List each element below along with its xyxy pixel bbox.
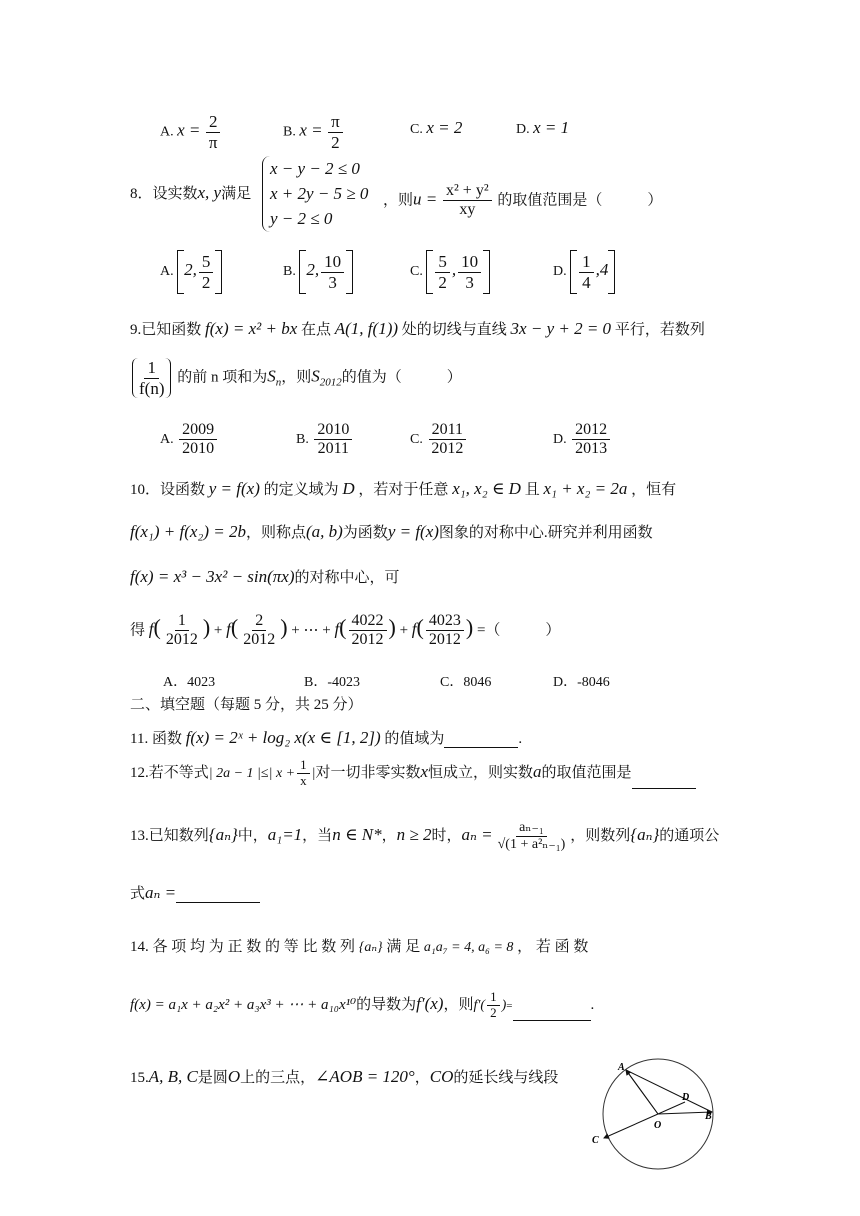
segment-oc bbox=[604, 1114, 658, 1138]
label-b: B bbox=[705, 1111, 712, 1122]
q8-option-a: A. 2, $\frac{5}{2}$ bbox=[160, 250, 222, 294]
q11-answer-blank bbox=[444, 731, 518, 748]
q11: 11. 函数 f(x) = 2ˣ + log₂ x(x ∈ [1, 2]) 的值域为 . bbox=[130, 728, 523, 747]
q13-line1: 13.已知数列{aₙ}中，a₁=1，当n ∈ N*，n ≥ 2时，aₙ = $\frac{\text{aₙ₋₁}}{\text{√(1 + a²ₙ₋₁)}}$ ，则数列{aₙ}的通项公 bbox=[130, 820, 720, 853]
label-a: A bbox=[618, 1062, 625, 1073]
q9-line2: $\frac{1}{f(n)}$ 的前 n 项和为$S_n$，则$S_{2012}$的值为（ ） bbox=[130, 358, 462, 398]
q8-constraints: x − y − 2 ≤ 0 x + 2y − 5 ≥ 0 y − 2 ≤ 0 bbox=[270, 159, 369, 228]
q10-line3: f(x) = x³ − 3x² − sin(πx)的对称中心，可 bbox=[130, 567, 400, 586]
q7-option-a: A. x = $\frac{2}{\pi}$ bbox=[160, 112, 223, 152]
q14-line1: 14. 各 项 均 为 正 数 的 等 比 数 列 {aₙ} 满 足 a₁a₇ = 4, a₆ = 8 ， 若 函 数 bbox=[130, 939, 589, 955]
q8-option-d: D. $\frac{1}{4}$ ,4 bbox=[553, 250, 615, 294]
q7-option-b: B. x = $\frac{\pi}{2}$ bbox=[283, 112, 345, 152]
segment-ao bbox=[626, 1070, 658, 1114]
q13-line2: 式aₙ = bbox=[130, 882, 260, 903]
q14-line2: f(x) = a₁x + a₂x² + a₃x³ + ⋯ + a₁₀x¹⁰的导数为f′(x)，则f′( $\frac{1}{2}$ )= . bbox=[130, 989, 595, 1020]
q7-option-c: C. x = 2 bbox=[410, 118, 463, 137]
q10-option-c: C．8046 bbox=[440, 675, 492, 690]
label-d: D bbox=[682, 1092, 690, 1103]
q10-line1: 10．设函数 y = f(x) 的定义域为 D ，若对于任意 x₁, x₂ ∈ D 且 x₁ + x₂ = 2a ，恒有 bbox=[130, 479, 677, 498]
q9-line1: 9.已知函数 f(x) = x² + bx 在点 A(1, f(1)) 处的切线与直线 3x − y + 2 = 0 平行，若数列 bbox=[130, 319, 705, 338]
q13-answer-blank bbox=[176, 886, 260, 903]
q9-option-d: D. $\frac{2012}{2013}$ bbox=[553, 421, 612, 459]
segment-ob bbox=[658, 1112, 712, 1114]
q10-line4: 得 f( $\frac{1}{2012}$ ) + f( $\frac{2}{2012}$ ) + ⋯ + f( $\frac{4022}{2012}$ ) + f( $\frac{4023}{2012}$ ) =（ ） bbox=[130, 612, 561, 649]
q10-option-b: B．-4023 bbox=[304, 675, 360, 690]
q10-option-d: D．-8046 bbox=[553, 675, 610, 690]
q8-option-c: C. $\frac{5}{2}$ , $\frac{10}{3}$ bbox=[410, 250, 490, 294]
q10-option-a: A．4023 bbox=[163, 675, 216, 690]
circle-figure bbox=[590, 1050, 730, 1170]
section-heading: 二、填空题（每题 5 分，共 25 分） bbox=[130, 697, 363, 713]
segment-ab bbox=[626, 1070, 712, 1112]
q10-line2: f(x₁) + f(x₂) = 2b，则称点(a, b)为函数y = f(x)图象的对称中心.研究并利用函数 bbox=[130, 522, 653, 541]
q8-prefix: 8．设实数x, y满足 bbox=[130, 183, 252, 202]
q7-option-d: D. x = 1 bbox=[516, 118, 570, 137]
q8-question: ，则u = $\frac{\text{x² + y²}}{xy}$ 的取值范围是（ ） bbox=[383, 182, 663, 219]
q12-answer-blank bbox=[632, 772, 696, 789]
q9-option-c: C. $\frac{2011}{2012}$ bbox=[410, 421, 468, 459]
segment-od bbox=[658, 1102, 685, 1114]
label-o: O bbox=[654, 1120, 662, 1131]
q15: 15.A, B, C是圆O上的三点，∠AOB = 120°，CO的延长线与线段 bbox=[130, 1067, 559, 1086]
label-c: C bbox=[592, 1135, 599, 1146]
q9-option-b: B. $\frac{2010}{2011}$ bbox=[296, 421, 354, 459]
q14-answer-blank bbox=[513, 1004, 591, 1021]
q12: 12.若不等式| 2a − 1 |≤| x + $\frac{1}{x}$ |对一切非零实数x恒成立，则实数a的取值范围是 bbox=[130, 758, 696, 789]
q9-option-a: A. $\frac{2009}{2010}$ bbox=[160, 421, 219, 459]
q8-option-b: B. 2, $\frac{10}{3}$ bbox=[283, 250, 353, 294]
